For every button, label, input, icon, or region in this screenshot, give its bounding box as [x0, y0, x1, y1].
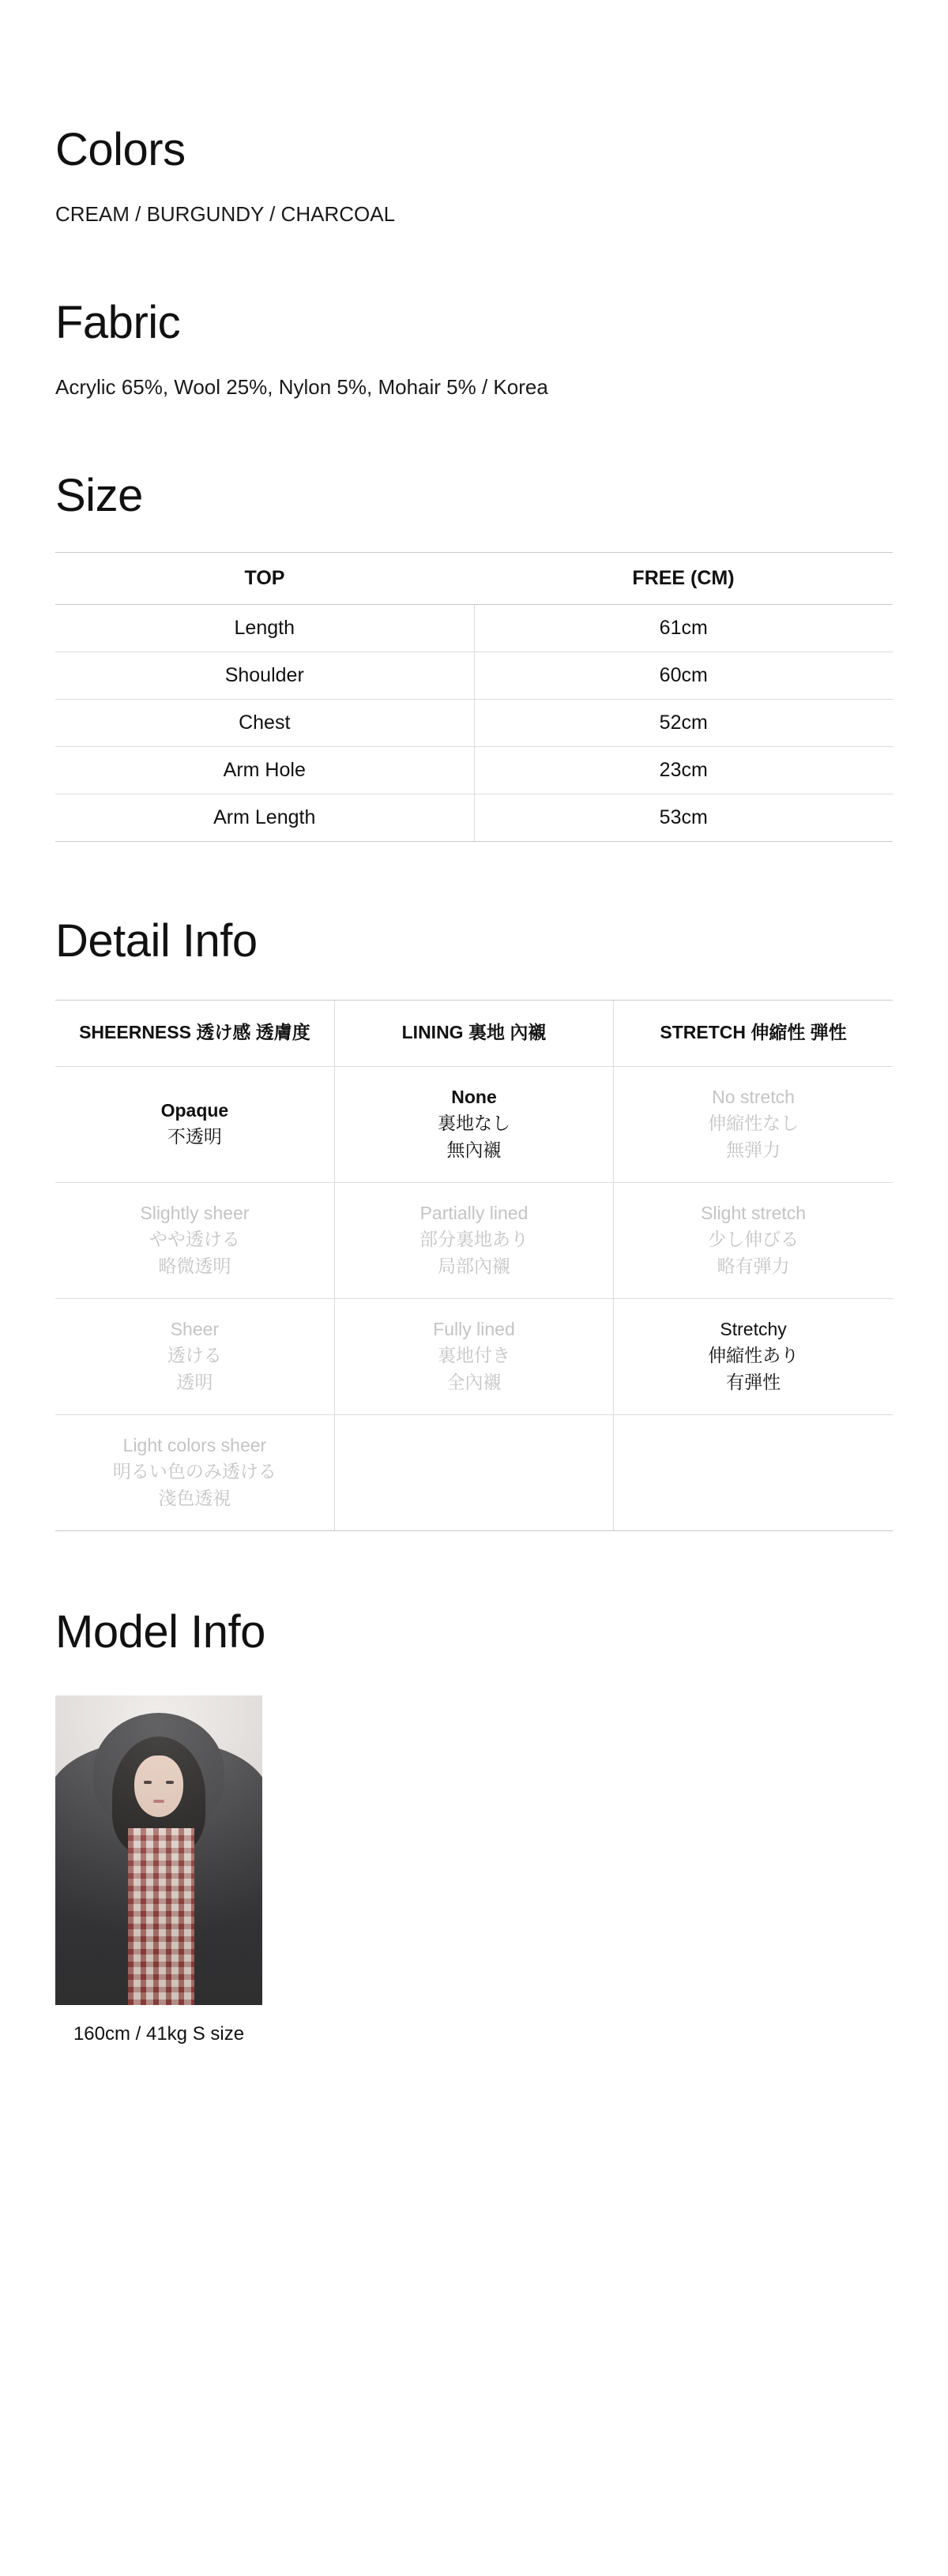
detail-cell-sheerness-sheer: Sheer 透ける 透明 [55, 1298, 334, 1414]
model-info-heading: Model Info [55, 1605, 265, 1658]
detail-cell-sheerness-slightly: Slightly sheer やや透ける 略微透明 [55, 1182, 334, 1298]
fabric-heading: Fabric [55, 296, 181, 348]
colors-heading: Colors [55, 124, 186, 175]
size-table-header-free: FREE (CM) [474, 553, 893, 605]
size-row-value: 60cm [474, 652, 893, 700]
colors-section [55, 0, 893, 230]
table-row [55, 794, 893, 842]
detail-cell-sheerness-opaque: Opaque 不透明 [55, 1066, 334, 1182]
fabric-value: Acrylic 65%, Wool 25%, Nylon 5%, Mohair 5% / Korea [55, 374, 548, 399]
detail-column-sheerness [55, 1001, 334, 1067]
table-row [55, 1298, 893, 1414]
size-table [55, 552, 893, 842]
detail-col-cn: 弾性 [810, 1022, 847, 1043]
detail-info-heading: Detail Info [55, 915, 258, 967]
detail-info-table [55, 1000, 893, 1531]
model-photo [55, 1695, 262, 2005]
size-heading: Size [55, 469, 143, 521]
model-measurements: 160cm / 41kg [73, 2022, 188, 2045]
detail-cell-sheerness-lightcolors: Light colors sheer 明るい色のみ透ける 淺色透視 [55, 1414, 334, 1530]
size-row-value: 61cm [474, 605, 893, 652]
size-row-label: Length [55, 605, 474, 652]
photo-vignette [55, 1695, 262, 2005]
table-row [55, 700, 893, 747]
detail-cell-stretch-stretchy: Stretchy 伸縮性あり 有弾性 [614, 1298, 893, 1414]
detail-cell-lining-partial: Partially lined 部分裏地あり 局部內襯 [334, 1182, 613, 1298]
size-row-label: Chest [55, 700, 474, 747]
table-row [55, 1182, 893, 1298]
size-table-header-row [55, 553, 893, 605]
size-row-label: Arm Length [55, 794, 474, 842]
detail-cell-lining-empty [334, 1414, 613, 1530]
detail-header-row [55, 1001, 893, 1067]
table-row [55, 652, 893, 700]
size-row-label: Arm Hole [55, 747, 474, 794]
model-info-section [55, 1531, 893, 2143]
detail-col-jp: 伸縮性 [750, 1022, 806, 1043]
detail-column-lining [334, 1001, 613, 1067]
table-row [55, 1066, 893, 1182]
detail-col-cn: 透膚度 [255, 1022, 310, 1043]
detail-column-stretch [614, 1001, 893, 1067]
detail-col-jp: 透け感 [196, 1022, 251, 1043]
detail-col-en: SHEERNESS [79, 1022, 191, 1043]
model-caption [55, 2021, 262, 2048]
model-size: S size [192, 2022, 245, 2045]
detail-info-section [55, 842, 893, 1531]
detail-cell-lining-full: Fully lined 裏地付き 全內襯 [334, 1298, 613, 1414]
model-figure [55, 1695, 893, 2048]
detail-cell-stretch-empty [614, 1414, 893, 1530]
detail-col-en: STRETCH [660, 1022, 746, 1043]
detail-cell-lining-none: None 裏地なし 無內襯 [334, 1066, 613, 1182]
size-row-label: Shoulder [55, 652, 474, 700]
table-row [55, 747, 893, 794]
size-row-value: 53cm [474, 794, 893, 842]
fabric-section [55, 230, 893, 403]
detail-col-en: LINING [401, 1022, 464, 1043]
size-row-value: 52cm [474, 700, 893, 747]
size-section [55, 403, 893, 843]
table-row [55, 605, 893, 652]
size-table-header-top: TOP [55, 553, 474, 605]
detail-col-cn: 內襯 [510, 1022, 547, 1043]
detail-cell-stretch-slight: Slight stretch 少し伸びる 略有弾力 [614, 1182, 893, 1298]
colors-value: CREAM / BURGUNDY / CHARCOAL [55, 201, 396, 226]
detail-col-jp: 裏地 [468, 1022, 505, 1043]
table-row [55, 1414, 893, 1530]
detail-cell-stretch-none: No stretch 伸縮性なし 無弾力 [614, 1066, 893, 1182]
size-row-value: 23cm [474, 747, 893, 794]
